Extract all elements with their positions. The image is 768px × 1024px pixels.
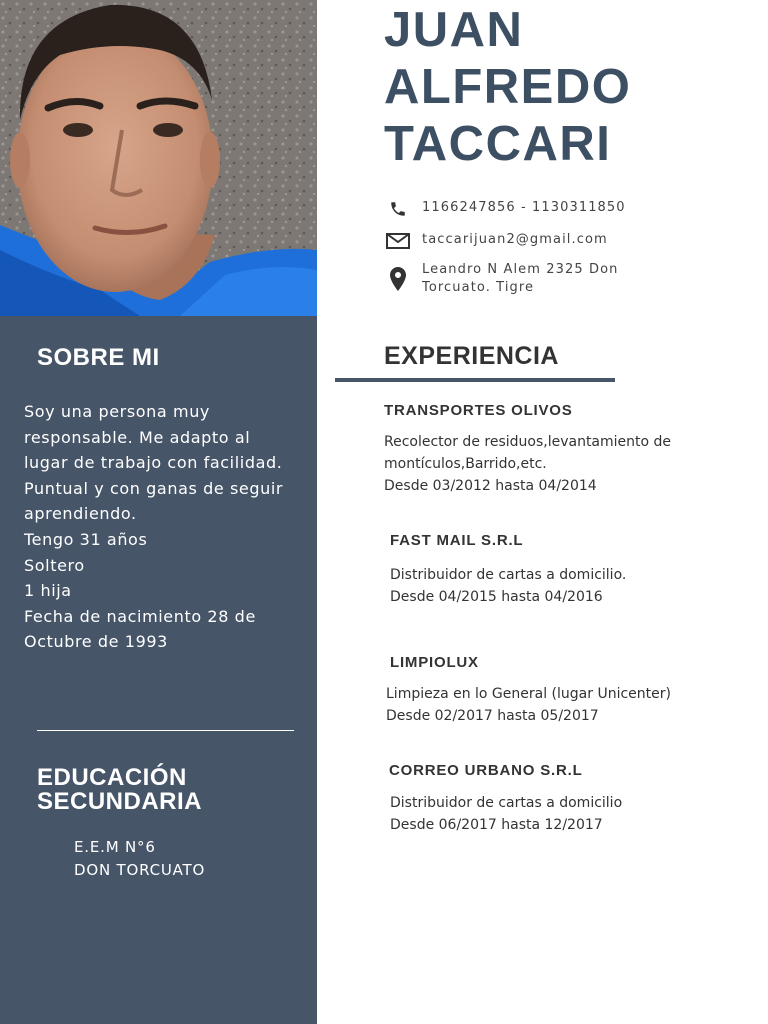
job-line: Desde 06/2017 hasta 12/2017 <box>390 817 603 833</box>
contact-phone <box>386 199 626 219</box>
job-line: Desde 03/2012 hasta 04/2014 <box>384 478 597 494</box>
job-entry <box>384 402 671 497</box>
envelope-icon <box>386 231 410 251</box>
job-title: LIMPIOLUX <box>390 654 479 671</box>
about-line: Tengo 31 años <box>24 529 148 549</box>
about-line: Fecha de nacimiento 28 de <box>24 606 256 626</box>
job-description <box>386 683 671 727</box>
experience-divider <box>335 378 615 382</box>
address-text <box>422 261 619 297</box>
sidebar <box>0 316 317 1024</box>
about-text <box>24 399 309 655</box>
profile-photo <box>0 0 317 316</box>
job-line: Limpieza en lo General (lugar Unicenter) <box>386 686 671 702</box>
job-entry <box>389 762 622 836</box>
about-line: aprendiendo. <box>24 504 137 524</box>
about-line: Soltero <box>24 555 85 575</box>
about-line: lugar de trabajo con facilidad. <box>24 453 283 473</box>
job-entry <box>390 532 626 608</box>
experience-title: EXPERIENCIA <box>384 342 559 370</box>
school-line: DON TORCUATO <box>74 861 206 879</box>
about-title: SOBRE MI <box>37 344 160 371</box>
job-title: CORREO URBANO S.R.L <box>389 762 583 779</box>
profile-photo-illustration <box>0 0 317 316</box>
about-line: responsable. Me adapto al <box>24 427 251 447</box>
phone-icon <box>386 199 410 219</box>
contact-address <box>386 261 619 297</box>
education-title-line: EDUCACIÓN <box>37 764 187 791</box>
full-name <box>384 2 631 173</box>
about-line: Puntual y con ganas de seguir <box>24 478 284 498</box>
job-line: Desde 02/2017 hasta 05/2017 <box>386 708 599 724</box>
about-line: Octubre de 1993 <box>24 632 168 652</box>
name-line: JUAN <box>384 3 524 57</box>
job-line: Recolector de residuos,levantamiento de <box>384 434 672 450</box>
job-description <box>390 792 622 836</box>
address-line: Torcuato. Tigre <box>422 280 535 295</box>
email-text[interactable]: taccarijuan2@gmail.com <box>422 232 608 247</box>
job-entry <box>386 654 671 727</box>
education-title-line: SECUNDARIA <box>37 788 203 815</box>
job-description <box>390 564 626 608</box>
job-title: FAST MAIL S.R.L <box>390 532 524 549</box>
about-line: 1 hija <box>24 581 72 601</box>
job-line: Desde 04/2015 hasta 04/2016 <box>390 589 603 605</box>
phone-text: 1166247856 - 1130311850 <box>422 200 626 215</box>
about-line: Soy una persona muy <box>24 402 211 421</box>
sidebar-divider <box>37 730 294 731</box>
location-pin-icon <box>386 261 410 297</box>
job-description <box>384 431 671 497</box>
job-title: TRANSPORTES OLIVOS <box>384 402 573 419</box>
education-title <box>37 766 287 814</box>
education-school <box>74 836 205 882</box>
job-line: Distribuidor de cartas a domicilio. <box>390 567 627 583</box>
name-line: TACCARI <box>384 117 612 171</box>
contact-email <box>386 231 608 251</box>
address-line: Leandro N Alem 2325 Don <box>422 262 619 277</box>
name-line: ALFREDO <box>384 60 632 114</box>
job-line: montículos,Barrido,etc. <box>384 456 547 472</box>
school-line: E.E.M N°6 <box>74 838 156 856</box>
job-line: Distribuidor de cartas a domicilio <box>390 795 623 811</box>
